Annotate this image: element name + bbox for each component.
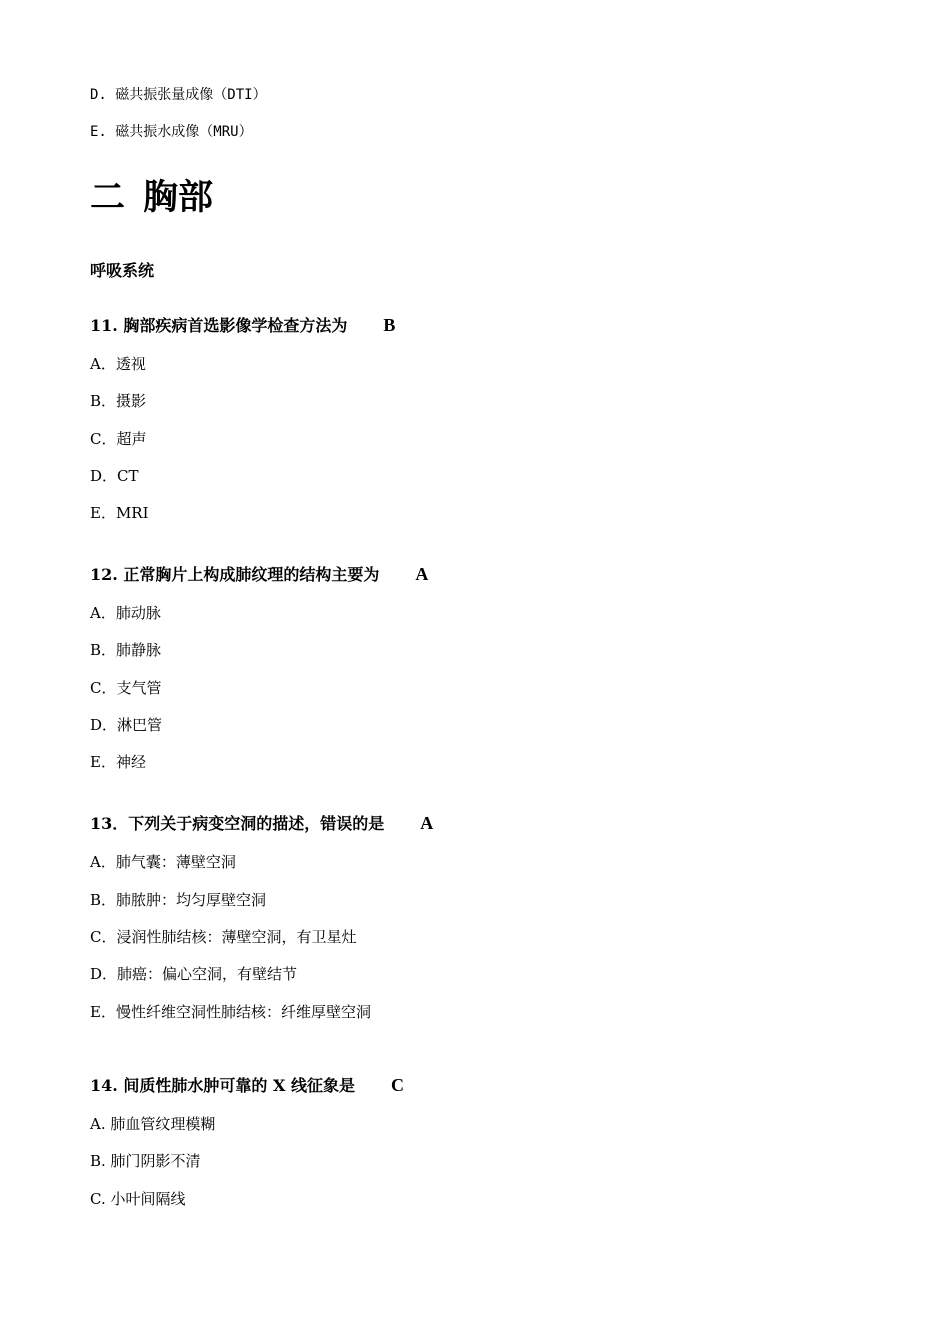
section-title: 胸部 xyxy=(143,178,214,218)
question-text: 11. 胸部疾病首选影像学检查方法为 xyxy=(90,316,348,335)
option-e: E．慢性纤维空洞性肺结核：纤维厚壁空洞 xyxy=(90,1003,371,1021)
question-text: 14. 间质性肺水肿可靠的 X 线征象是 xyxy=(90,1076,355,1095)
question-stem-11 xyxy=(90,315,395,336)
question-text: 13．下列关于病变空洞的描述，错误的是 xyxy=(90,814,385,833)
option-c: C．浸润性肺结核：薄壁空洞，有卫星灶 xyxy=(90,928,357,946)
option-a: A. 肺血管纹理模糊 xyxy=(90,1115,216,1133)
option-b: B．肺静脉 xyxy=(90,641,162,659)
option-d: D．淋巴管 xyxy=(90,716,163,734)
option-d: D．肺癌：偏心空洞，有壁结节 xyxy=(90,965,298,983)
prev-option-e: E. 磁共振水成像（MRU） xyxy=(90,124,253,140)
question-text: 12. 正常胸片上构成肺纹理的结构主要为 xyxy=(90,565,380,584)
option-e: E．神经 xyxy=(90,753,146,771)
question-stem-12 xyxy=(90,564,428,585)
section-heading xyxy=(90,176,213,220)
question-stem-13 xyxy=(90,813,433,834)
option-e: E．MRI xyxy=(90,504,149,522)
option-c: C. 小叶间隔线 xyxy=(90,1190,186,1208)
option-a: A．肺动脉 xyxy=(90,604,161,622)
option-b: B．肺脓肿：均匀厚壁空洞 xyxy=(90,891,267,909)
answer-key: B xyxy=(383,315,396,335)
option-b: B. 肺门阴影不清 xyxy=(90,1152,201,1170)
answer-key: A xyxy=(420,813,434,833)
option-b: B．摄影 xyxy=(90,392,147,410)
answer-key: A xyxy=(415,564,429,584)
question-stem-14 xyxy=(90,1075,404,1096)
prev-option-d: D. 磁共振张量成像（DTI） xyxy=(90,87,267,103)
option-a: A．肺气囊：薄壁空洞 xyxy=(90,853,236,871)
subsection-title: 呼吸系统 xyxy=(90,261,155,280)
option-c: C．支气管 xyxy=(90,679,162,697)
option-c: C．超声 xyxy=(90,430,147,448)
section-number: 二 xyxy=(90,178,126,218)
answer-key: C xyxy=(390,1075,404,1095)
option-d: D．CT xyxy=(90,467,139,485)
option-a: A．透视 xyxy=(90,355,146,373)
